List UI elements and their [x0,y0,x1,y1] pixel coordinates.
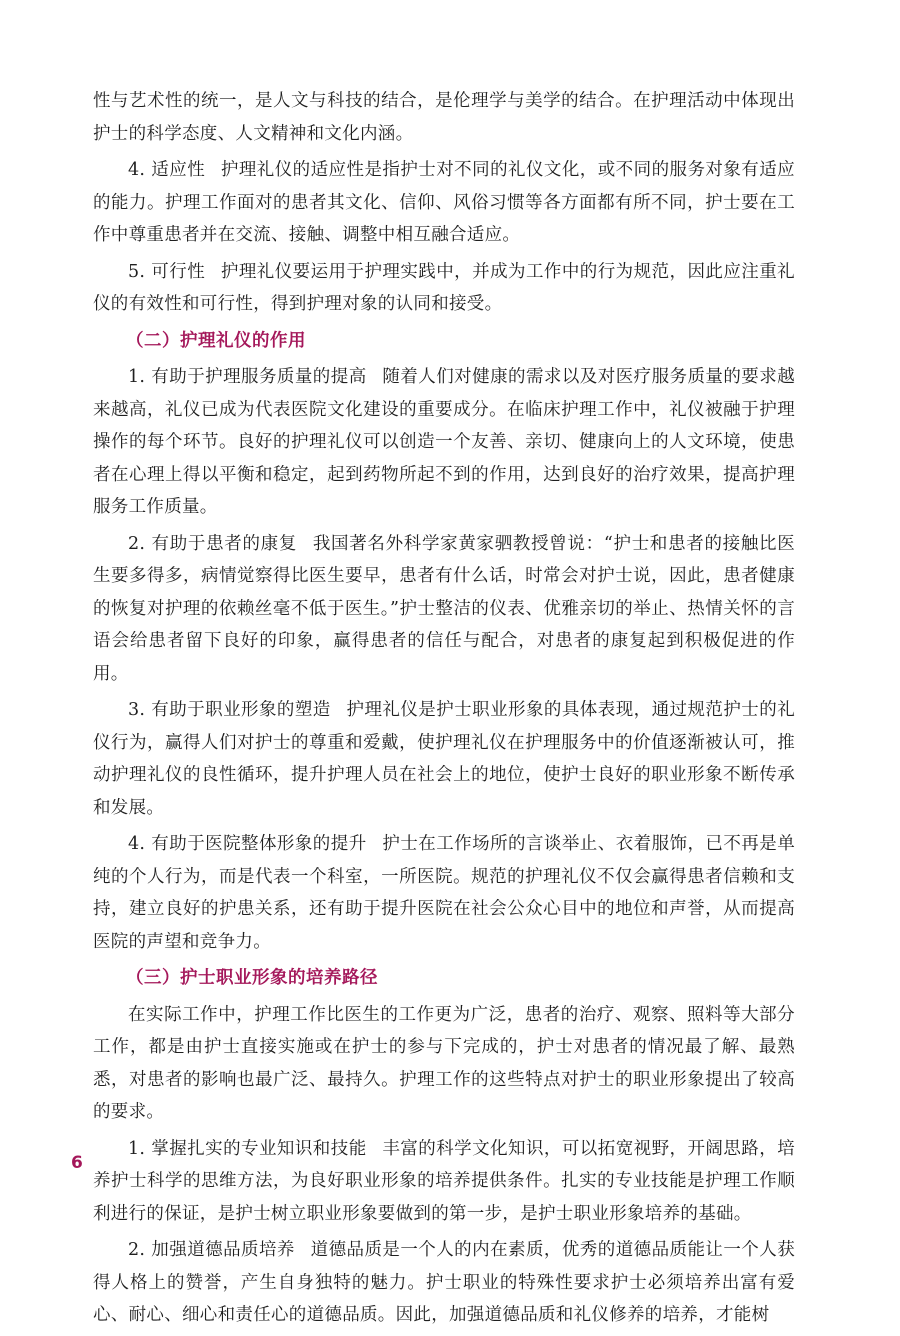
paragraph-hospital-image [93,828,795,958]
paragraph-moral-quality [93,1234,795,1332]
paragraph-lead: 3. 有助于职业形象的塑造 [128,700,331,720]
paragraph-text: 我国著名外科学家黄家驷教授曾说：“护士和患者的接触比医生要多得多，病情觉察得比医生要早，患者有什么话，时常会对护士说，因此，患者健康的恢复对护理的依赖丝毫不低于医生。”护士整洁的仪表、优雅亲切的举止、热情关怀的言语会给患者留下良好的印象，赢得患者的信任与配合，对患者的康复起到积极促进的作用。 [93,533,796,684]
paragraph-text: 护理礼仪的适应性是指护士对不同的礼仪文化，或不同的服务对象有适应的能力。护理工作面对的患者其文化、信仰、风俗习惯等各方面都有所不同，护士要在工作中尊重患者并在交流、接触、调整中相互融合适应。 [93,160,795,245]
paragraph-lead: 2. 加强道德品质培养 [128,1240,295,1260]
paragraph-adaptability [93,154,795,252]
paragraph-text: 护士在工作场所的言谈举止、衣着服饰，已不再是单纯的个人行为，而是代表一个科室，一所医院。规范的护理礼仪不仅会赢得患者信赖和支持，建立良好的护患关系，还有助于提升医院在社会公众心目中的地位和声誉，从而提高医院的声望和竞争力。 [93,834,795,952]
paragraph-lead: 5. 可行性 [128,261,206,282]
paragraph-text: 护理礼仪是护士职业形象的具体表现，通过规范护士的礼仪行为，赢得人们对护士的尊重和爱戴，使护理礼仪在护理服务中的价值逐渐被认可，推动护理礼仪的良性循环，提升护理人员在社会上的地位，使护士良好的职业形象不断传承和发展。 [93,700,795,818]
paragraph-service-quality [93,361,795,524]
paragraph-text: 道德品质是一个人的内在素质，优秀的道德品质能让一个人获得人格上的赞誉，产生自身独特的魅力。护士职业的特殊性要求护士必须培养出富有爱心、耐心、细心和责任心的道德品质。因此，加强道德品质和礼仪修养的培养，才能树 [93,1240,795,1325]
page-number: 6 [71,1153,83,1173]
paragraph-text: 性与艺术性的统一，是人文与科技的结合，是伦理学与美学的结合。在护理活动中体现出护士的科学态度、人文精神和文化内涵。 [93,91,795,144]
paragraph-intro [93,999,795,1129]
paragraph-text: 丰富的科学文化知识，可以拓宽视野，开阔思路，培养护士科学的思维方法，为良好职业形象的培养提供条件。扎实的专业技能是护理工作顺利进行的保证，是护士树立职业形象要做到的第一步，是护士职业形象培养的基础。 [93,1138,795,1224]
paragraph-continuation [93,85,795,150]
paragraph-lead: 4. 有助于医院整体形象的提升 [128,834,367,854]
paragraph-knowledge-skills [93,1133,795,1231]
paragraph-lead: 2. 有助于患者的康复 [128,533,298,554]
paragraph-text: 护理礼仪要运用于护理实践中，并成为工作中的行为规范，因此应注重礼仪的有效性和可行性，得到护理对象的认同和接受。 [93,261,795,314]
section-heading-cultivation: （三）护士职业形象的培养路径 [126,968,378,988]
paragraph-feasibility [93,256,795,321]
section-heading-role: （二）护理礼仪的作用 [126,330,306,351]
paragraph-lead: 1. 掌握扎实的专业知识和技能 [128,1138,367,1159]
paragraph-professional-image [93,694,795,824]
paragraph-text: 在实际工作中，护理工作比医生的工作更为广泛，患者的治疗、观察、照料等大部分工作，都是由护士直接实施或在护士的参与下完成的，护士对患者的情况最了解、最熟悉，对患者的影响也最广泛、最持久。护理工作的这些特点对护士的职业形象提出了较高的要求。 [93,1004,795,1122]
paragraph-lead: 1. 有助于护理服务质量的提高 [128,367,367,387]
page-body [93,85,795,1336]
paragraph-recovery [93,528,795,691]
paragraph-lead: 4. 适应性 [128,160,206,180]
paragraph-text: 随着人们对健康的需求以及对医疗服务质量的要求越来越高，礼仪已成为代表医院文化建设的重要成分。在临床护理工作中，礼仪被融于护理操作的每个环节。良好的护理礼仪可以创造一个友善、亲切、健康向上的人文环境，使患者在心理上得以平衡和稳定，起到药物所起不到的作用，达到良好的治疗效果，提高护理服务工作质量。 [93,367,795,517]
